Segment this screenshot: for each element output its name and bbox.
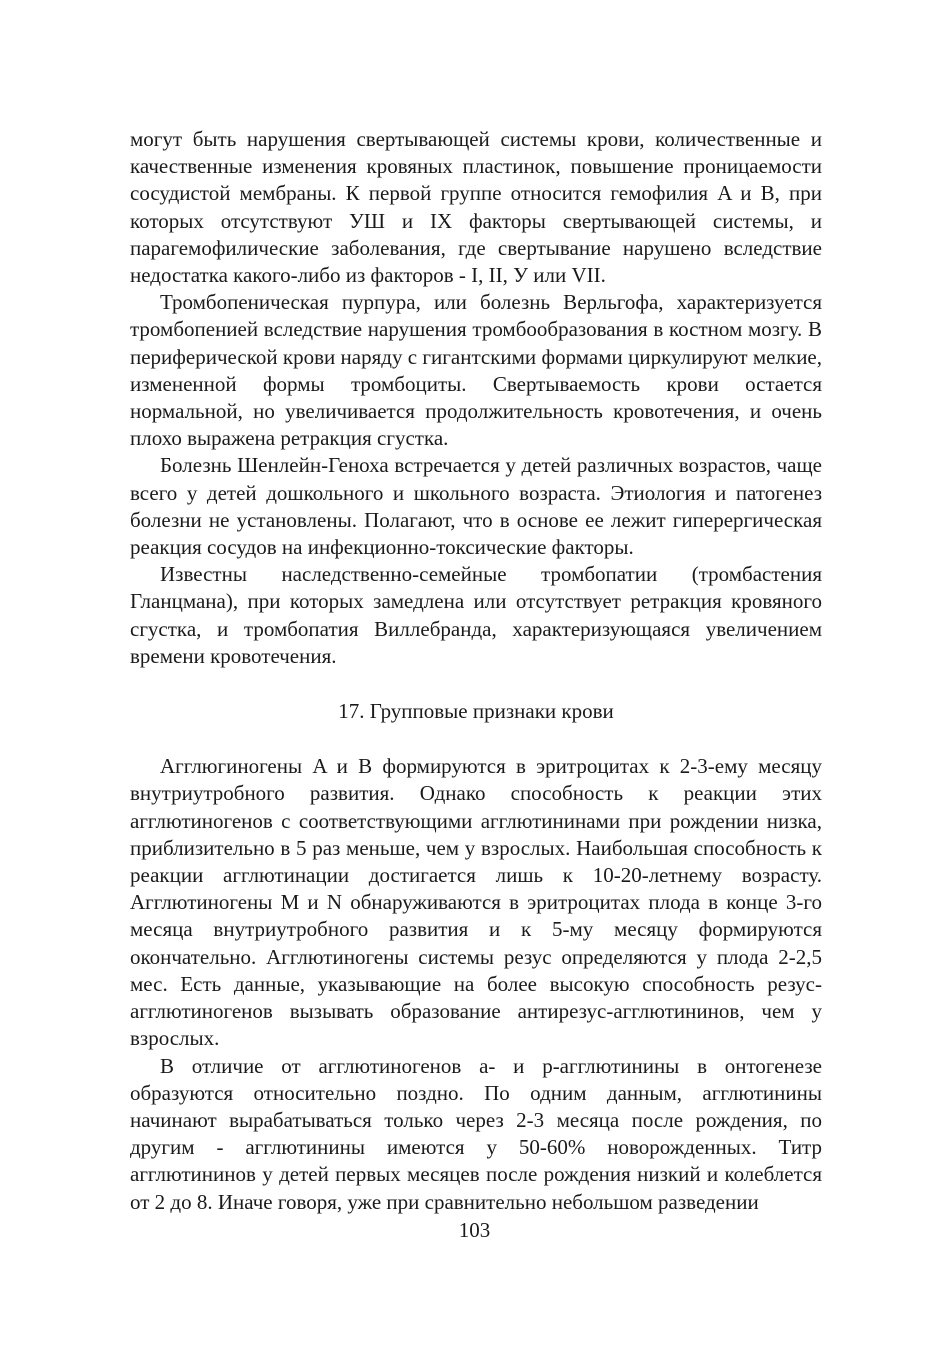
paragraph-agglutinogens: Агглюгиногены A и B формируются в эритроцитах к 2-3-ему месяцу внутриутробного развития. Однако способность к реакции этих агглютиногенов с соответствующими агглютининами при рождении низка, приблизительно в 5 раз меньше, чем у взрослых. Наибольшая способность к реакции агглютинации достигается лишь к 10-20-летнему возрасту. Агглютиногены M и N обнаруживаются в эритроцитах плода в конце 3-го месяца внутриутробного развития и к 5-му месяцу формируются окончательно. Агглютиногены системы резус определяются у плода 2-2,5 мес. Есть данные, указывающие на более высокую способность резус-агглютиногенов вызывать образование антирезус-агглютининов, чем у взрослых. <box>130 754 822 1051</box>
paragraph-werlhof: Тромбопеническая пурпура, или болезнь Верльгофа, характеризуется тромбопенией вследствие нарушения тромбообразования в костном мозгу. В периферической крови наряду с гигантскими формами циркулируют мелкие, измененной формы тромбоциты. Свертываемость крови остается нормальной, но увеличивается продолжительность кровотечения, и очень плохо выражена ретракция сгустка. <box>130 290 822 451</box>
page-number: 103 <box>458 1218 491 1242</box>
body-text <box>130 126 822 1216</box>
section-heading: 17. Групповые признаки крови <box>338 699 614 724</box>
paragraph-agglutinins: В отличие от агглютиногенов а- и р-агглютинины в онтогенезе образуются относительно поздно. По одним данным, агглютинины начинают вырабатываться только через 2-3 месяца после рождения, по другим - агглютинины имеются у 50-60% новорожденных. Титр агглютининов у детей первых месяцев после рождения низкий и колеблется от 2 до 8. Иначе говоря, уже при сравнительно небольшом разведении <box>130 1053 822 1214</box>
paragraph-schonlein: Болезнь Шенлейн-Геноха встречается у детей различных возрастов, чаще всего у детей дошкольного и школьного возраста. Этиология и патогенез болезни не установлены. Полагают, что в основе ее лежит гиперергическая реакция сосудов на инфекционно-токсические факторы. <box>130 453 822 560</box>
paragraph-hemophilia: могут быть нарушения свертывающей системы крови, количественные и качественные изменения кровяных пластинок, повышение проницаемости сосудистой мембраны. К первой группе относится гемофилия A и B, при которых отсутствуют УШ и IX факторы свертывающей системы, и парагемофилические заболевания, где свертывание нарушено вследствие недостатка какого-либо из факторов - I, II, У или VII. <box>130 127 822 288</box>
paragraph-thrombopathies: Известны наследственно-семейные тромбопатии (тромбастения Гланцмана), при которых замедлена или отсутствует ретракция кровяного сгустка, и тромбопатия Виллебранда, характеризующаяся увеличением времени кровотечения. <box>130 562 822 668</box>
